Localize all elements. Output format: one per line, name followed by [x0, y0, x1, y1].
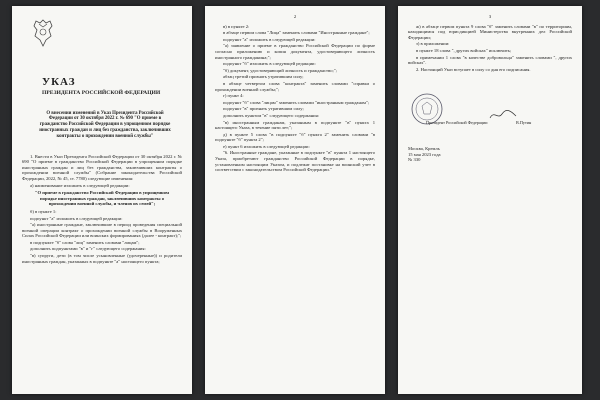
paragraph: д) в пункте 5 слова "в подпункте "б" пункта 2" заменить словами "в подпункте "б" пункта 2"; [215, 131, 375, 143]
paragraph: в примечании 1 слова "в качестве добровольца" заменить словами ", других войсках". [408, 54, 572, 66]
document-number: № 330 [408, 157, 421, 163]
paragraph: дополнить подпунктами "в" и "г" следующего содержания: [30, 246, 146, 252]
place-date-block [408, 146, 572, 162]
paragraph: в абзаце первом слова "Лица" заменить словами "Иностранные граждане"; [223, 30, 370, 36]
paragraph: подпункт "а" изложить в следующей редакции: [30, 215, 123, 221]
paragraph: подпункт "б" слова "лицам" заменить словами "иностранным гражданам"; [223, 99, 369, 105]
page-number: 2 [293, 14, 297, 19]
paragraph: подпункт "в" признать утратившим силу; [223, 106, 304, 112]
paragraph: подпункт "б" изложить в следующей редакции: [223, 61, 316, 67]
paragraph: 1. Внести в Указ Президента Российской Федерации от 30 октября 2022 г. № 690 "О приеме в гражданство Российской Федерации в упрощенном порядке иностранных граждан и лиц без гражданства, заключивших контракты о прохождении военной службы" (Собрание законодательства Российской Федерации, 2022, № 45, ст. 7780) следующие изменения: [22, 153, 182, 181]
paragraph: з) в приложении: [416, 41, 450, 47]
decree-subject: О внесении изменений в Указ Президента Российской Федерации от 30 октября 2022 г. № 690 "О приеме в гражданство Российской Федерации в упрощенном порядке иностранных граждан и лиц без гражданства, заключивших контракты о прохождении военной службы" [39, 110, 171, 139]
paragraph: б) в пункте 1: [30, 208, 57, 214]
paragraph: 2. Настоящий Указ вступает в силу со дня его подписания. [416, 66, 531, 72]
paragraph: "а) заявление о приеме в гражданство Российской Федерации по форме согласно приложению и копия документа, удостоверяющего личность иностранного гражданина;"; [215, 43, 375, 60]
document-page-1 [12, 6, 192, 394]
paragraph: "б) документ, удостоверяющий личность и гражданство;"; [223, 67, 337, 73]
paragraph: дополнить пунктом "в" следующего содержания: [223, 112, 320, 118]
place: Москва, Кремль [408, 146, 440, 152]
signer-title: Президент Российской Федерации [426, 120, 488, 126]
paragraph: в абзаце четвертом слова "контракта" заменить словами "справки о прохождении военной службы;"; [215, 80, 375, 92]
document-page-2 [205, 6, 385, 394]
signer-name: В.Путин [516, 120, 532, 126]
decree-title: УКАЗ [42, 75, 76, 88]
paragraph: в подпункте "б" слова "лиц" заменить словами "лицам"; [30, 239, 140, 245]
paragraph: подпункт "а" изложить в следующей редакции: [223, 36, 316, 42]
signature-icon [488, 108, 518, 122]
page-number: 3 [488, 14, 492, 19]
paragraph: "а) иностранные граждане, заключившие в период проведения специальной военной операции контракт о прохождении военной службы в Вооруженных Силах Российской Федерации или воинских формированиях (далее - контракт);"; [22, 222, 182, 239]
signature-block [408, 92, 572, 132]
paragraph: "в) иностранным гражданам, указанным в подпункте "в" пункта 1 настоящего Указа, в течение пяти лет;"; [215, 119, 375, 131]
decree-subtitle: ПРЕЗИДЕНТА РОССИЙСКОЙ ФЕДЕРАЦИИ [42, 89, 161, 96]
date: 15 мая 2023 года [408, 151, 441, 157]
paragraph: в) в пункте 2: [223, 23, 250, 29]
paragraph: е) пункт 6 изложить в следующей редакции: [223, 143, 310, 149]
paragraph: а) наименование изложить в следующей редакции: [30, 182, 130, 188]
document-page-3 [398, 6, 582, 394]
paragraph: в пункте 18 слова ", других войсках" исключить; [416, 47, 512, 53]
coat-of-arms-icon [30, 18, 56, 48]
paragraph: абзац третий признать утратившим силу; [223, 74, 304, 80]
paragraph: "в) супруги, дети (в том числе усыновленные (удочеренные)) и родители иностранных граждан, указанных в подпункте "а" настоящего пункта; [22, 253, 182, 264]
paragraph: "6. Иностранные граждане, указанные в подпункте "в" пункта 1 настоящего Указа, приобретают гражданство Российской Федерации в порядке, установленном настоящим Указом, и подлежат постановке на воинский учет в соответствии с законодательством Российской Федерации." [215, 150, 375, 173]
paragraph: г) пункт 4: [223, 93, 244, 99]
decree-new-title: "О приеме в гражданство Российской Федерации в упрощенном порядке иностранных граждан, заключивших контракты о прохождении военной службы, и членов их семей"; [34, 190, 170, 207]
paragraph: ж) в абзаце первом пункта 9 слова "б" заменить словами "в" по территориям, находящимся под юрисдикцией Министерства внутренних дел Российской Федерации; [408, 23, 572, 40]
